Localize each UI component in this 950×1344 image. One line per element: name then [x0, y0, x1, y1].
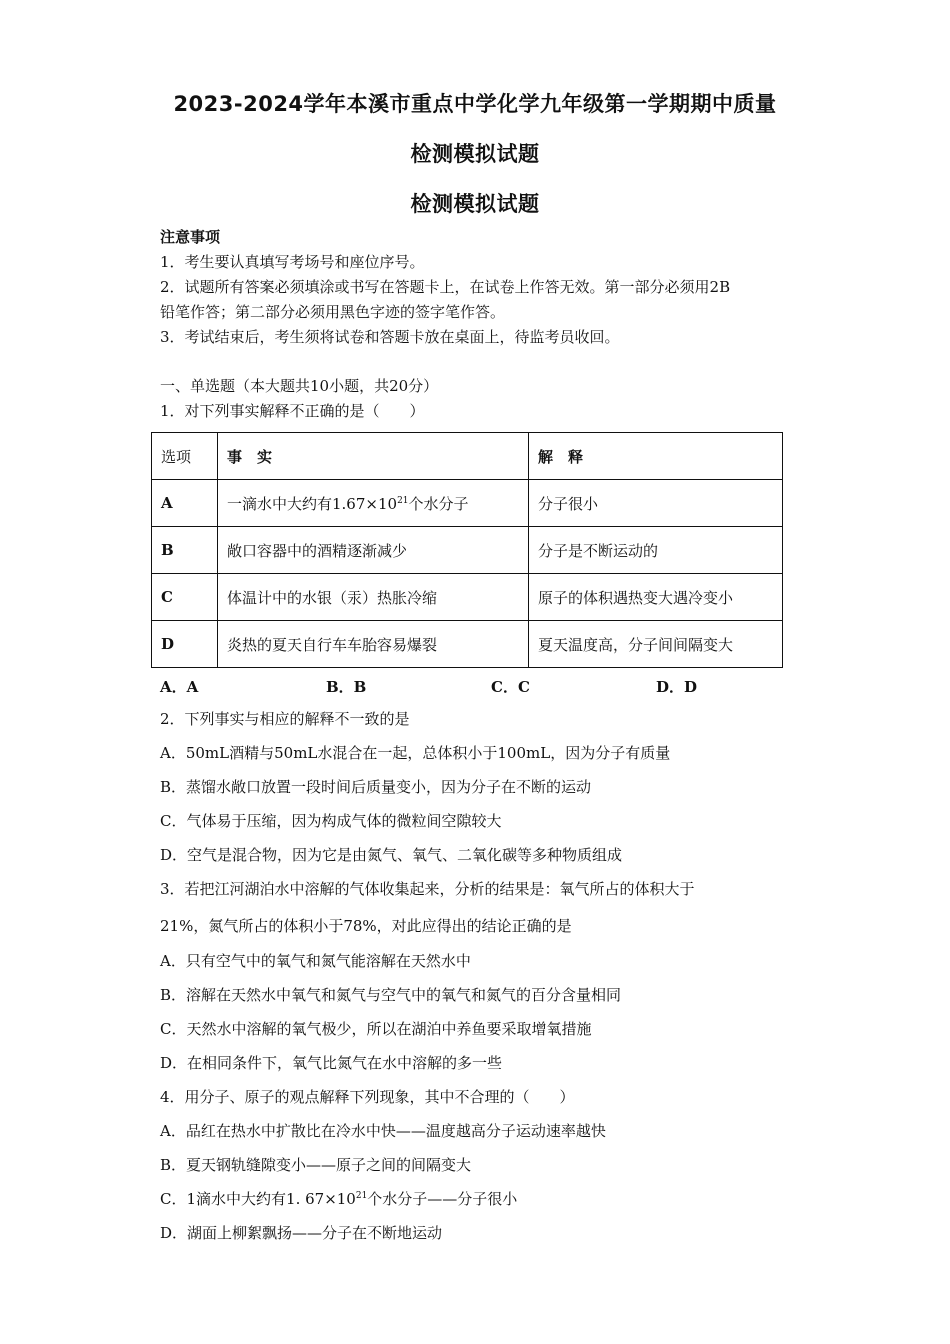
notice-item-2: 2．试题所有答案必须填涂或书写在答题卡上，在试卷上作答无效。第一部分必须用2B: [160, 278, 731, 296]
q3-option-b: B．溶解在天然水中氧气和氮气与空气中的氧气和氮气的百分含量相同: [160, 986, 622, 1004]
q1-choice-d: D．D: [656, 678, 698, 696]
notice-item-1: 1．考生要认真填写考场号和座位序号。: [160, 253, 425, 271]
q3-option-c: C．天然水中溶解的氧气极少，所以在湖泊中养鱼要采取增氧措施: [160, 1020, 592, 1038]
question-2-stem: 2．下列事实与相应的解释不一致的是: [160, 710, 410, 728]
row-option: C: [152, 574, 218, 621]
q4-option-c: C．1滴水中大约有1. $67\times 10^{21}$个水分子——分子很小: [160, 1190, 518, 1208]
row-fact: 一滴水中大约有$1.67\times 10^{21}$个水分子: [218, 480, 529, 527]
table-row: [152, 574, 783, 621]
table-header-row: [152, 433, 783, 480]
q3-option-a: A．只有空气中的氧气和氮气能溶解在天然水中: [160, 952, 471, 970]
question-3-stem-cont: 21%，氮气所占的体积小于78%，对此应得出的结论正确的是: [160, 917, 572, 935]
question-3-stem: 3．若把江河湖泊水中溶解的气体收集起来，分析的结果是：氧气所占的体积大于: [160, 880, 695, 898]
section-heading: 一、单选题（本大题共10小题，共20分）: [160, 377, 439, 395]
page-subtitle-repeat: 检测模拟试题: [410, 192, 540, 216]
row-fact: 敞口容器中的酒精逐渐减少: [218, 527, 529, 574]
notice-item-3: 3．考试结束后，考生须将试卷和答题卡放在桌面上，待监考员收回。: [160, 328, 620, 346]
header-explain: 解 释: [529, 433, 783, 480]
q1-choice-c: C．C: [491, 678, 530, 696]
question-1-table: [151, 432, 783, 668]
q2-option-d: D．空气是混合物，因为它是由氮气、氧气、二氧化碳等多种物质组成: [160, 846, 623, 864]
q4-option-b: B．夏天钢轨缝隙变小——原子之间的间隔变大: [160, 1156, 472, 1174]
row-option: A: [152, 480, 218, 527]
q1-choice-a: A．A: [160, 678, 199, 696]
q2-option-c: C．气体易于压缩，因为构成气体的微粒间空隙较大: [160, 812, 502, 830]
table-row: [152, 621, 783, 668]
row-option: B: [152, 527, 218, 574]
page-subtitle: 检测模拟试题: [410, 142, 540, 166]
question-1-stem: 1．对下列事实解释不正确的是（ ）: [160, 402, 425, 420]
row-explain: 分子很小: [529, 480, 783, 527]
row-explain: 原子的体积遇热变大遇冷变小: [529, 574, 783, 621]
row-fact: 体温计中的水银（汞）热胀冷缩: [218, 574, 529, 621]
q4-option-d: D．湖面上柳絮飘扬——分子在不断地运动: [160, 1224, 443, 1242]
q1-choice-b: B．B: [326, 678, 367, 696]
question-4-stem: 4．用分子、原子的观点解释下列现象，其中不合理的（ ）: [160, 1088, 575, 1106]
row-explain: 分子是不断运动的: [529, 527, 783, 574]
q3-option-d: D．在相同条件下，氧气比氮气在水中溶解的多一些: [160, 1054, 503, 1072]
row-option: D: [152, 621, 218, 668]
row-explain: 夏天温度高，分子间间隔变大: [529, 621, 783, 668]
table-row: [152, 527, 783, 574]
page-title: 2023-2024学年本溪市重点中学化学九年级第一学期期中质量: [173, 92, 777, 116]
header-fact: 事 实: [218, 433, 529, 480]
table-row: [152, 480, 783, 527]
header-option: 选项: [152, 433, 218, 480]
q2-option-b: B．蒸馏水敞口放置一段时间后质量变小，因为分子在不断的运动: [160, 778, 592, 796]
notice-heading: 注意事项: [160, 228, 221, 246]
q2-option-a: A．50mL酒精与50mL水混合在一起，总体积小于100mL，因为分子有质量: [160, 744, 671, 762]
q4-option-a: A．品红在热水中扩散比在冷水中快——温度越高分子运动速率越快: [160, 1122, 606, 1140]
row-fact: 炎热的夏天自行车车胎容易爆裂: [218, 621, 529, 668]
notice-item-2-cont: 铅笔作答；第二部分必须用黑色字迹的签字笔作答。: [160, 303, 506, 321]
